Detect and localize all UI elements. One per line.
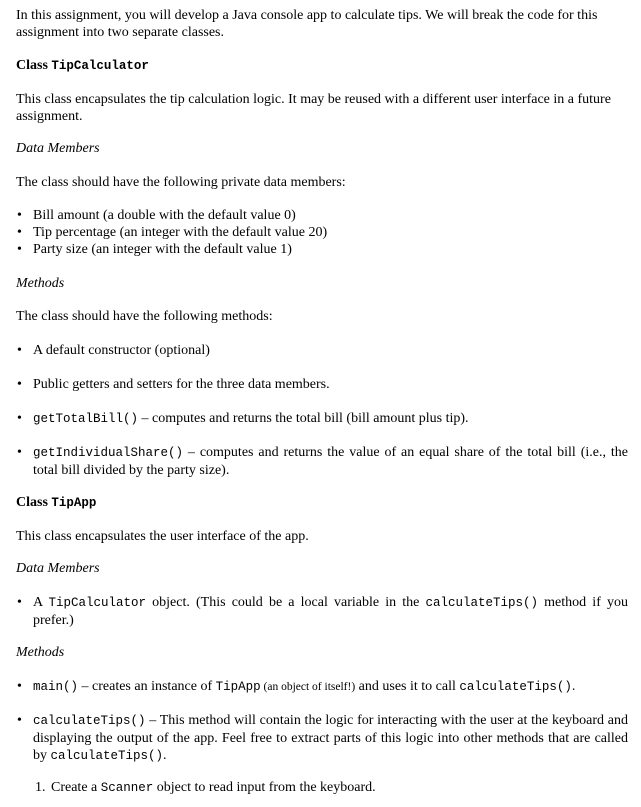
- bullet-icon: •: [17, 343, 22, 358]
- method-name: getIndividualShare(): [33, 446, 184, 460]
- intro-paragraph: In this assignment, you will develop a Java console app to calculate tips. We will break the code for this assignment into two separate classes.: [16, 8, 598, 40]
- bullet-icon: •: [17, 242, 22, 257]
- bullet-icon: •: [17, 595, 22, 610]
- document-page: In this assignment, you will develop a Java console app to calculate tips. We will break the code for this assignment into two separate classes. Class TipCalculator This class encapsulates the tip calculation logic. It may be reused with a different user interface in a future assignment. Data Members The class should have the following private data members: • Bill amount (a double with the default value 0) • Tip percentage (an integer with the default value 20) • Party size (an integer with the default value 1) Methods The class should have the following methods: • A default constructor (optional) • Public getters and setters for the three data members. • getTotalBill() – computes and returns the total bill (bill amount plus tip). • getIndividualShare() – computes and returns the value of an equal share of the total bill (i.e., the total bill divided by the party size). Class TipApp This class encapsulates the user interface of the app. Data Members • A TipCalculator object. (This could be a local variable in the calculateTips() method if you prefer.) Methods • main() – creates an instance of TipApp (an object of itself!) and uses it to call calculateTips(). • calculateTips() – This method will contain the logic for interacting with the user at the keyboard and displaying the output of the app. Feel free to extract parts of this logic into other methods that are called by calculateTips(). 1. Create a Scanner object to read input from the keyboard.: [16, 8, 628, 795]
- bullet-icon: •: [17, 411, 22, 426]
- class-word: Class: [16, 58, 48, 73]
- tipcalculator-description: This class encapsulates the tip calculation logic. It may be reused with a different user interface in a future assignment.: [16, 92, 611, 124]
- method-name: getTotalBill(): [33, 412, 139, 426]
- class-name: TipApp: [51, 496, 97, 510]
- bullet-icon: •: [17, 208, 22, 223]
- tipapp-data-members-heading: Data Members: [16, 561, 100, 576]
- tipcalculator-data-members-heading: Data Members: [16, 141, 100, 156]
- bullet-icon: •: [17, 713, 22, 728]
- class-name: TipCalculator: [51, 59, 149, 73]
- bullet-icon: •: [17, 679, 22, 694]
- bullet-icon: •: [17, 377, 22, 392]
- tipcalculator-data-members-intro: The class should have the following private data members:: [16, 175, 346, 190]
- tipapp-description: This class encapsulates the user interface of the app.: [16, 529, 309, 544]
- bullet-icon: •: [17, 225, 22, 240]
- class-word: Class: [16, 495, 48, 510]
- bullet-icon: •: [17, 445, 22, 460]
- tipcalculator-methods-intro: The class should have the following methods:: [16, 309, 273, 324]
- tipcalculator-methods-heading: Methods: [16, 276, 65, 291]
- tipapp-methods-heading: Methods: [16, 645, 65, 660]
- tipcalculator-heading: [16, 57, 628, 75]
- tipapp-heading: [16, 494, 628, 512]
